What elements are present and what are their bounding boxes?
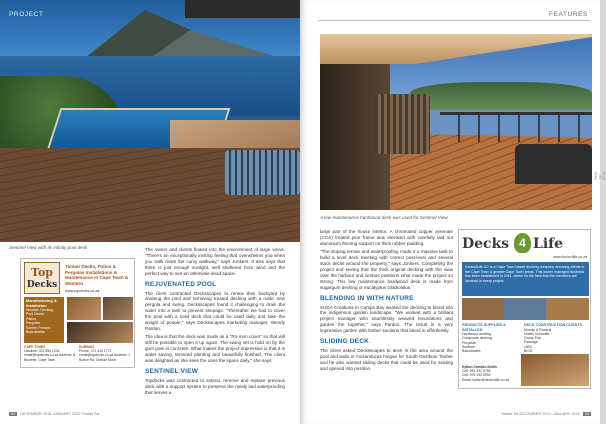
ad-list-item: Screen Fences bbox=[26, 325, 51, 330]
brand-name-part: Decks bbox=[462, 236, 510, 252]
right-page bbox=[300, 0, 606, 424]
ad-list-item: Boardwalks bbox=[26, 330, 45, 335]
ad-client-item: Group Five bbox=[524, 336, 542, 341]
deck-bench bbox=[515, 144, 592, 184]
ad-url[interactable]: www.topdecks.co.za bbox=[65, 289, 100, 293]
page-footer-left bbox=[9, 412, 99, 416]
ad-intro-band bbox=[462, 262, 589, 296]
header-divider bbox=[318, 20, 590, 21]
ad-contact-line: Email: hylton@decks4life.co.za bbox=[462, 377, 509, 382]
page-footer-right bbox=[501, 412, 591, 416]
ad-photo bbox=[67, 322, 133, 343]
article-paragraph: Topdecks was contracted to extend, remove and replace previous deck with a support system to preserve the newly laid waterproofing that serves a bbox=[145, 377, 285, 395]
topdecks-logo bbox=[24, 262, 60, 294]
ad-client-item: UWC bbox=[524, 344, 533, 349]
ad-list-item: Pool Decks bbox=[26, 312, 45, 317]
ad-product-item: Pergolas bbox=[462, 340, 476, 345]
ad-contact-durban bbox=[79, 345, 133, 362]
ad-intro-text: Decks4Life CC is a Cape Town based decking company servicing clients in the Cape Town & greater Cape Town areas. This owner managed business has been established in 2011, where its the best that the members are involved in every project. bbox=[465, 265, 585, 283]
glass-railing bbox=[440, 112, 592, 142]
hills-area bbox=[410, 82, 592, 110]
ad-clients-title: DECK CONSTRUCTION CLIENTS bbox=[524, 323, 582, 327]
article-paragraph: The client asked Decksscapes to deck in the area around the pool and patio in mozambicas hingae for South Gesthian Timber and he also wanted sliding decks that could be used for seating and opened into position. bbox=[320, 348, 453, 371]
ad-photo-strip bbox=[462, 298, 589, 320]
logo-line-1: Top bbox=[31, 266, 53, 279]
ad-contact-cape-town bbox=[24, 345, 78, 362]
ad-list-item: Pergolas bbox=[26, 321, 41, 326]
ad-contact-text: Phone: 071 443 1772 email@topdecks.co.za Address: 1 Sutton Rd, Durban North bbox=[79, 349, 131, 362]
ad-clients-column bbox=[524, 323, 589, 353]
hero-photo-infinity-pool bbox=[0, 0, 300, 242]
deck-chairs bbox=[375, 94, 430, 154]
article-paragraph: The owner and clients flowed into the environment of large views. "There's an exceptionally inviting feeling that overwhelms you when you walk down the curvy walkway," says Jonkers. It also says that there is just enough sunlight, well sheltered from wind and the perfect way to see an otherwise dead space. bbox=[145, 247, 285, 276]
ad-list-title: Manufacturing & Installation bbox=[26, 298, 57, 308]
article-paragraph: The client contracted Decksscapes to renew their backyard by draining the pool and removing treated decking with a rustic new pergola and swing. Decksscapes found it challenging to drain the water into a tank to prevent seepage. "Thereafter we had to cover the pool with a solid deck that could be used daily and take the weight of people," says Decksscapes marketing manager, Wendy Pardon. bbox=[145, 290, 285, 331]
ad-contact-line: Cell: 082 932 4783 bbox=[462, 369, 491, 374]
ad-client-item: Palmage bbox=[524, 340, 538, 345]
mountain-shape-secondary bbox=[150, 30, 280, 58]
footer-text: DECEMBER 2019–JANUARY 2020 Timber SA bbox=[20, 412, 100, 416]
ad-client-item: Hotels Schindler bbox=[524, 331, 550, 336]
ad-contact-line: Cell: 076 153 0994 bbox=[462, 373, 491, 378]
ad-contact-title: CAPE TOWN bbox=[24, 345, 45, 349]
ad-contact-name: Hylton Christie-Smith bbox=[462, 365, 497, 369]
deck-photo-sentinel-view bbox=[320, 34, 592, 210]
subheading-blending-in: BLENDING IN WITH NATURE bbox=[320, 294, 414, 302]
logo-line-2: Decks bbox=[26, 280, 58, 290]
subheading-sliding-deck: SLIDING DECK bbox=[320, 338, 369, 346]
decks4life-advert[interactable] bbox=[458, 229, 591, 389]
page-number: 33 bbox=[584, 412, 589, 416]
ad-photo bbox=[67, 297, 101, 320]
left-page bbox=[0, 0, 300, 424]
ad-photo bbox=[103, 297, 133, 320]
ad-product-item: Balustrades bbox=[462, 349, 481, 354]
section-label: FEATURES bbox=[549, 11, 588, 18]
ad-contact-title: DURBAN bbox=[79, 345, 94, 349]
topdecks-advert[interactable] bbox=[20, 258, 135, 368]
article-paragraph: The idea is that the deck was made as a "Ro-mon cover" so that will still be possible to open it up again. The swing set is hold on by the gum pole in concrete. What makes the project impressive is that it is water saving, terraced planting and beautifully finished. The client was delighted as she sees the uses the space daily," she says. bbox=[145, 334, 285, 363]
ad-products-title: PRODUCTS SUPPLIED & INSTALLED bbox=[462, 323, 506, 332]
brand-name-part: Life bbox=[533, 236, 564, 252]
ad-product-item: Composite decking bbox=[462, 336, 492, 341]
article-column-left bbox=[145, 247, 285, 398]
photo-caption: A low-maintenance hardwood deck was used for Sentinel View. bbox=[320, 215, 449, 220]
ad-client-item: Murray & Roberts bbox=[524, 327, 552, 332]
ad-contact-block bbox=[462, 365, 520, 382]
ad-product-item: Hardwood decking bbox=[462, 332, 491, 337]
footer-text: Timber SA DECEMBER 2019–JANUARY 2020 bbox=[500, 412, 580, 416]
ad-products-column bbox=[462, 323, 520, 354]
ad-deck-photo bbox=[521, 354, 589, 386]
ad-product-item: Screens bbox=[462, 345, 475, 350]
photo-caption: Sentinel View with its infinity pool deck bbox=[9, 245, 88, 250]
awning bbox=[185, 0, 300, 18]
ad-service-list bbox=[24, 297, 64, 343]
photo-credit: Photo: Top Decks bbox=[594, 170, 606, 180]
subheading-rejuvenated-pool: REJUVENATED POOL bbox=[145, 280, 217, 288]
section-label: PROJECT bbox=[9, 11, 44, 18]
ad-tagline: Timber Decks, Patios & Pergolas Installations & Maintenance in Cape Town & Western bbox=[65, 264, 129, 286]
article-paragraph: large part of the house interior. A chromated copper arsenate (CCA) treated pine frame was elevated with carefully laid out aluminium flooring support on thick rubber padding. bbox=[320, 229, 453, 246]
article-column-right bbox=[320, 229, 453, 374]
leaf-four-logo-icon: 4 bbox=[514, 233, 531, 253]
ad-client-item: BIOS bbox=[524, 349, 533, 354]
lounger bbox=[225, 150, 300, 195]
ad-url[interactable]: www.decks4life.co.za bbox=[552, 255, 587, 259]
ad-list-item: Patios bbox=[26, 316, 36, 321]
article-paragraph: "The sloping terrain and waterproofing made it a massive task to build a level deck meeting with correct post-level and several stack decks around the property," says Jonkers. Completing the project and seeing that the thick original decking with the view over the harbour and nimbus positions what made the project so strong. This low maintenance hardwood deck is made from sugargum decking or eucalyptus Gladiolulus. bbox=[320, 249, 453, 290]
ad-contact-text: Landline: 021 556 1234 email@topdecks.co.za Address: 8 Brunelle, Cape Town bbox=[24, 349, 76, 362]
article-paragraph: SUDA Creations in Camps Bay wanted the decking to blend into the indigenous garden landscape. "We worked with a brilliant project manager who seamlessly weaved renovations and garden the together," says Pardon. The result is a very impressive garden with timber sections that blend in effortlessly. bbox=[320, 304, 453, 334]
page-number: 32 bbox=[11, 412, 16, 416]
ad-list-item: Wooden Decking bbox=[26, 308, 54, 312]
subheading-sentinel-view: SENTINEL VIEW bbox=[145, 367, 199, 375]
